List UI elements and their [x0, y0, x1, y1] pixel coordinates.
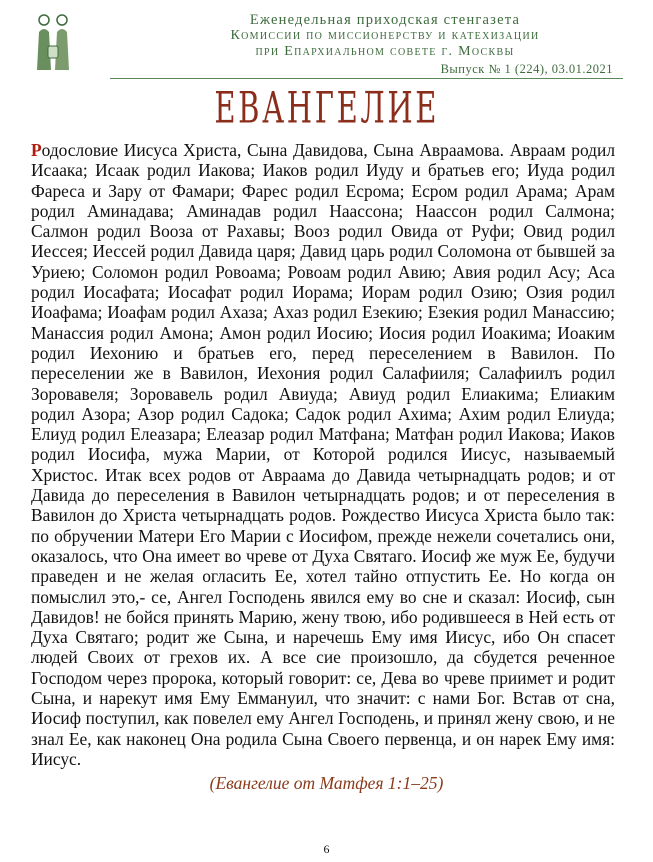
page-title-text: ЕВАНГЕЛИЕ [214, 82, 439, 133]
drop-cap: Р [31, 140, 42, 160]
header-divider [110, 78, 623, 79]
masthead-line3: при Епархиальном совете г. Москвы [255, 44, 515, 59]
issue-info: Выпуск № 1 (224), 03.01.2021 [440, 62, 613, 76]
masthead-line1: Еженедельная приходская стенгазета [249, 12, 521, 28]
masthead-line2: Комиссии по миссионерству и катехизации [230, 28, 540, 43]
page-title [0, 82, 653, 133]
gospel-text [31, 140, 615, 769]
masthead [150, 12, 620, 60]
logo [31, 12, 75, 72]
page-number: 6 [323, 842, 330, 856]
scripture-reference: (Евангелие от Матфея 1:1–25) [209, 773, 444, 793]
gospel-body: одословие Иисуса Христа, Сына Давидова, Сына Авраамова. Авраам родил Исаака; Исаак родил Иакова; Иаков родил Иуду и братьев его; Иуда родил Фареса и Зару от Фамари; Фарес родил Есрома; Есром родил Арама; Арам родил Аминадава; Аминадав родил Наассона; Наассон родил Салмона; Салмон родил Вооза от Рахавы; Вооз родил Овида от Руфи; Овид родил Иессея; Иессей родил Давида царя; Давид царь родил Соломона от бывшей за Уриею; Соломон родил Ровоама; Ровоам родил Авию; Авия родил Асу; Аса родил Иосафата; Иосафат родил Иорама; Иорам родил Озию; Озия родил Иоафама; Иоафам родил Ахаза; Ахаз родил Езекию; Езекия родил Манассию; Манассия родил Амона; Амон родил Иосию; Иосия родил Иоакима; Иоаким родил Иехонию и братьев его, перед переселением в Вавилон. По переселении же в Вавилон, Иехония родил Салафииля; Салафиилъ родил Зоровавеля; Зоровавель родил Авиуда; Авиуд родил Елиакима; Елиаким родил Азора; Азор родил Садока; Садок родил Ахима; Ахим родил Елиуда; Елиуд родил Елеазара; Елеазар родил Матфана; Матфан родил Иакова; Иаков родил Иосифа, мужа Марии, от Которой родился Иисус, называемый Христос. Итак всех родов от Авраама до Давида четырнадцать родов; и от Давида до переселения в Вавилон четырнадцать родов; и от переселения в Вавилон до Христа четырнадцать родов. Рождество Иисуса Христа было так: по обручении Матери Его Марии с Иосифом, прежде нежели сочетались они, оказалось, что Она имеет во чреве от Духа Святаго. Иосиф же муж Ее, будучи праведен и не желая огласить Ее, хотел тайно отпустить Ее. Но когда он помыслил это,- се, Ангел Господень явился ему во сне и сказал: Иосиф, сын Давидов! не бойся принять Марию, жену твою, ибо родившееся в Ней есть от Духа Святаго; родит же Сына, и наречешь Ему имя Иисус, ибо Он спасет людей Своих от грехов их. А все сие произошло, да сбудется реченное Господом через пророка, который говорит: се, Дева во чреве приимет и родит Сына, и нарекут имя Ему Еммануил, что значит: с нами Бог. Встав от сна, Иосиф поступил, как повелел ему Ангел Господень, и принял жену свою, и не знал Ее, как наконец Она родила Сына Своего первенца, и он нарек Ему имя: Иисус. [31, 140, 615, 769]
